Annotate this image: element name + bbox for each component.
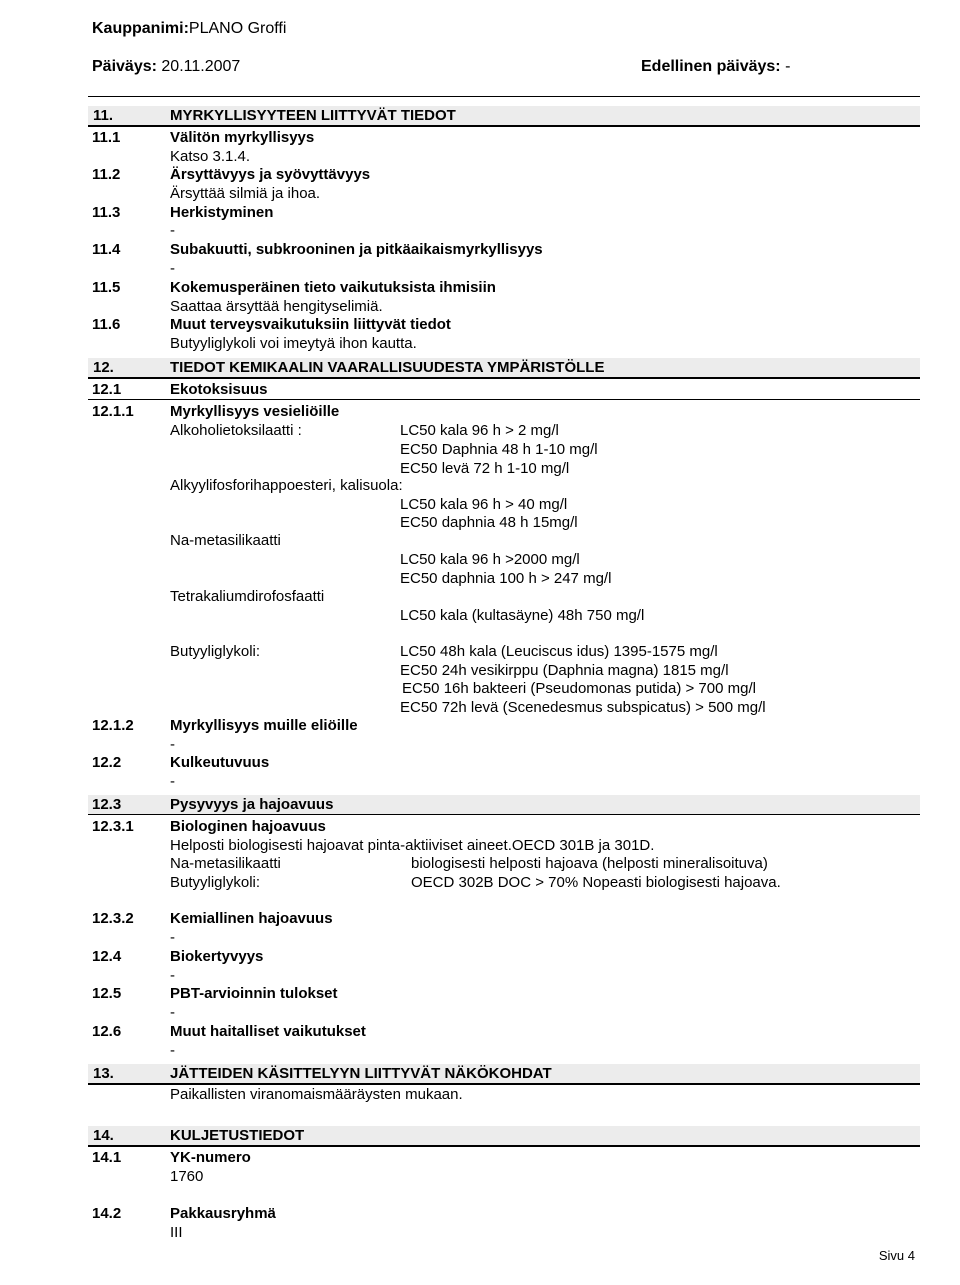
item-11-2-title: Ärsyttävyys ja syövyttävyys — [170, 166, 371, 183]
section-title: KULJETUSTIEDOT — [170, 1127, 305, 1144]
butyyliglykoli-value-2: EC50 24h vesikirppu (Daphnia magna) 1815 mg/l — [400, 662, 729, 679]
item-12-3-1-num: 12.3.1 — [92, 818, 134, 835]
na-metasilikaatti-label: Na-metasilikaatti — [170, 532, 281, 549]
section-number: 11. — [93, 107, 114, 124]
item-12-3-1-title: Biologinen hajoavuus — [170, 818, 326, 835]
item-12-6-num: 12.6 — [92, 1023, 122, 1040]
subsection-number: 12.1 — [92, 381, 122, 398]
butyyliglykoli-value-4: EC50 72h levä (Scenedesmus subspicatus) > 500 mg/l — [400, 699, 766, 716]
item-12-1-1-num: 12.1.1 — [92, 403, 134, 420]
subsection-title: Pysyvyys ja hajoavuus — [170, 796, 334, 813]
item-11-1-num: 11.1 — [92, 129, 121, 146]
butyyliglykoli-value-1: LC50 48h kala (Leuciscus idus) 1395-1575 mg/l — [400, 643, 718, 660]
item-14-2-text: III — [170, 1224, 183, 1241]
item-12-2-title: Kulkeutuvuus — [170, 754, 270, 771]
item-11-2-text: Ärsyttää silmiä ja ihoa. — [170, 185, 321, 202]
biodeg-buty-label: Butyyliglykoli: — [170, 874, 261, 891]
item-14-2-num: 14.2 — [92, 1205, 122, 1222]
section-title: MYRKYLLISYYTEEN LIITTYVÄT TIEDOT — [170, 107, 456, 124]
alkoholietoksilaatti-value-2: EC50 Daphnia 48 h 1-10 mg/l — [400, 441, 598, 458]
item-12-5-text: - — [170, 1004, 175, 1021]
item-12-1-2-text: - — [170, 736, 175, 753]
subsection-title: Ekotoksisuus — [170, 381, 268, 398]
prev-date-value: - — [785, 58, 791, 75]
item-11-4-title: Subakuutti, subkrooninen ja pitkäaikaismyrkyllisyys — [170, 241, 543, 258]
item-14-2-title: Pakkausryhmä — [170, 1205, 276, 1222]
company-line — [92, 20, 286, 38]
butyyliglykoli-label: Butyyliglykoli: — [170, 643, 261, 660]
item-12-3-1-text: Helposti biologisesti hajoavat pinta-aktiiviset aineet.OECD 301B ja 301D. — [170, 837, 655, 854]
item-14-1-num: 14.1 — [92, 1149, 122, 1166]
section-number: 13. — [93, 1065, 114, 1082]
prev-date-line — [641, 58, 790, 76]
tetrakaliumdirofosfaatti-value-1: LC50 kala (kultasäyne) 48h 750 mg/l — [400, 607, 645, 624]
item-12-4-num: 12.4 — [92, 948, 122, 965]
item-14-1-text: 1760 — [170, 1168, 204, 1185]
item-12-6-title: Muut haitalliset vaikutukset — [170, 1023, 366, 1040]
item-11-3-num: 11.3 — [92, 204, 121, 221]
item-12-3-2-text: - — [170, 929, 175, 946]
item-11-5-num: 11.5 — [92, 279, 121, 296]
section-title: TIEDOT KEMIKAALIN VAARALLISUUDESTA YMPÄRISTÖLLE — [170, 359, 605, 376]
item-11-6-title: Muut terveysvaikutuksiin liittyvät tiedot — [170, 316, 451, 333]
alkoholietoksilaatti-value-1: LC50 kala 96 h > 2 mg/l — [400, 422, 559, 439]
section-12-band — [88, 358, 920, 379]
biodeg-na-value: biologisesti helposti hajoava (helposti mineralisoituva) — [411, 855, 768, 872]
biodeg-buty-value: OECD 302B DOC > 70% Nopeasti biologisesti hajoava. — [411, 874, 781, 891]
company-name: PLANO Groffi — [188, 20, 287, 37]
subsection-number: 12.3 — [92, 796, 122, 813]
prev-date-label: Edellinen päiväys: — [641, 58, 781, 75]
page-number: Sivu 4 — [878, 1248, 915, 1263]
alkoholietoksilaatti-value-3: EC50 levä 72 h 1-10 mg/l — [400, 460, 570, 477]
item-11-1-text: Katso 3.1.4. — [170, 148, 251, 165]
alkyylifosforihappoesteri-label: Alkyylifosforihappoesteri, kalisuola: — [170, 477, 403, 494]
item-12-3-2-title: Kemiallinen hajoavuus — [170, 910, 333, 927]
subsection-12-1-band — [88, 380, 920, 400]
item-12-6-text: - — [170, 1042, 175, 1059]
section-11-band — [88, 106, 920, 127]
date-value: 20.11.2007 — [161, 58, 241, 75]
alkoholietoksilaatti-label: Alkoholietoksilaatti : — [170, 422, 302, 439]
item-11-1-title: Välitön myrkyllisyys — [170, 129, 315, 146]
butyyliglykoli-value-3: EC50 16h bakteeri (Pseudomonas putida) > 700 mg/l — [402, 680, 756, 697]
section-13-text: Paikallisten viranomaismääräysten mukaan. — [170, 1086, 463, 1103]
alkyylifosforihappoesteri-value-1: LC50 kala 96 h > 40 mg/l — [400, 496, 568, 513]
item-11-6-num: 11.6 — [92, 316, 121, 333]
item-11-6-text: Butyyliglykoli voi imeytyä ihon kautta. — [170, 335, 417, 352]
section-title: JÄTTEIDEN KÄSITTELYYN LIITTYVÄT NÄKÖKOHDAT — [170, 1065, 552, 1082]
item-12-4-text: - — [170, 967, 175, 984]
item-12-2-num: 12.2 — [92, 754, 122, 771]
subsection-12-3-band — [88, 795, 920, 815]
item-14-1-title: YK-numero — [170, 1149, 251, 1166]
section-number: 12. — [93, 359, 114, 376]
item-12-1-1-title: Myrkyllisyys vesieliöille — [170, 403, 340, 420]
section-number: 14. — [93, 1127, 114, 1144]
item-11-5-text: Saattaa ärsyttää hengityselimiä. — [170, 298, 383, 315]
item-11-4-num: 11.4 — [92, 241, 121, 258]
item-12-1-2-num: 12.1.2 — [92, 717, 134, 734]
item-12-5-num: 12.5 — [92, 985, 122, 1002]
na-metasilikaatti-value-1: LC50 kala 96 h >2000 mg/l — [400, 551, 580, 568]
alkyylifosforihappoesteri-value-2: EC50 daphnia 48 h 15mg/l — [400, 514, 578, 531]
item-11-3-text: - — [170, 222, 175, 239]
na-metasilikaatti-value-2: EC50 daphnia 100 h > 247 mg/l — [400, 570, 612, 587]
item-11-4-text: - — [170, 260, 175, 277]
item-11-2-num: 11.2 — [92, 166, 121, 183]
section-14-band — [88, 1126, 920, 1147]
company-label: Kauppanimi: — [92, 20, 189, 37]
item-11-5-title: Kokemusperäinen tieto vaikutuksista ihmisiin — [170, 279, 496, 296]
date-line — [92, 58, 240, 76]
tetrakaliumdirofosfaatti-label: Tetrakaliumdirofosfaatti — [170, 588, 325, 605]
header-rule — [88, 96, 920, 97]
biodeg-na-label: Na-metasilikaatti — [170, 855, 281, 872]
item-12-1-2-title: Myrkyllisyys muille eliöille — [170, 717, 358, 734]
date-label: Päiväys: — [92, 58, 157, 75]
item-12-5-title: PBT-arvioinnin tulokset — [170, 985, 338, 1002]
item-11-3-title: Herkistyminen — [170, 204, 274, 221]
section-13-band — [88, 1064, 920, 1085]
item-12-3-2-num: 12.3.2 — [92, 910, 134, 927]
item-12-2-text: - — [170, 773, 175, 790]
item-12-4-title: Biokertyvyys — [170, 948, 264, 965]
